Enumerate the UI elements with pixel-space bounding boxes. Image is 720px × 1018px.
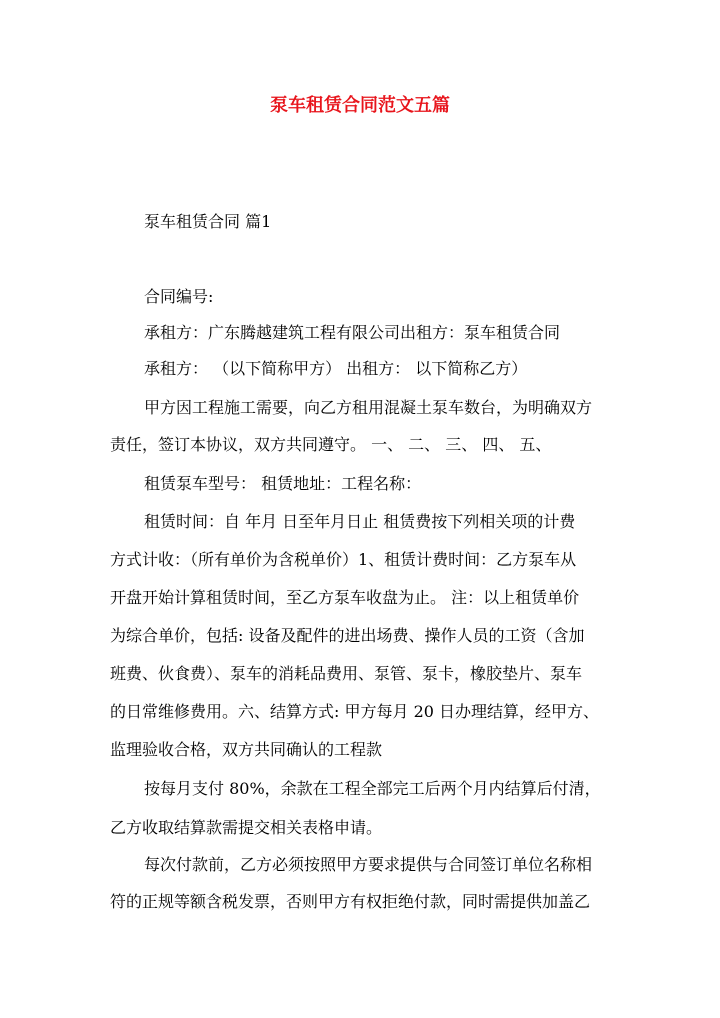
paragraph-line: 的日常维修费用。六、结算方式: 甲方每月 20 日办理结算，经甲方、: [110, 702, 600, 721]
paragraph-line: 承租方：广东腾越建筑工程有限公司出租方：泵车租赁合同: [144, 323, 561, 342]
paragraph-line: 乙方收取结算款需提交相关表格申请。: [110, 818, 383, 837]
paragraph-line: 甲方因工程施工需要，向乙方租用混凝土泵车数台，为明确双方: [144, 398, 593, 417]
paragraph-line: 为综合单价，包括: 设备及配件的进出场费、操作人员的工资（含加: [110, 626, 585, 645]
section-heading: 泵车租赁合同 篇1: [144, 212, 272, 231]
paragraph-line: 合同编号:: [144, 287, 214, 306]
paragraph-line: 责任，签订本协议，双方共同遵守。 一、 二、 三、 四、 五、: [110, 435, 552, 454]
paragraph-line: 承租方： （以下简称甲方） 出租方： 以下简称乙方）: [144, 359, 528, 378]
document-title: 泵车租赁合同范文五篇: [270, 95, 450, 116]
paragraph-line: 班费、伙食费）、泵车的消耗品费用、泵管、泵卡，橡胶垫片、泵车: [110, 664, 583, 683]
paragraph-line: 开盘开始计算租赁时间，至乙方泵车收盘为止。 注：以上租赁单价: [110, 588, 580, 607]
paragraph-line: 监理验收合格，双方共同确认的工程款: [110, 740, 383, 759]
paragraph-line: 方式计收：（所有单价为含税单价）1、租赁计费时间：乙方泵车从: [110, 550, 577, 569]
paragraph-line: 租赁泵车型号： 租赁地址：工程名称：: [144, 474, 422, 493]
paragraph-line: 符的正规等额含税发票，否则甲方有权拒绝付款，同时需提供加盖乙: [110, 892, 591, 911]
paragraph-line: 租赁时间：自 年月 日至年月日止 租赁费按下列相关项的计费: [144, 512, 576, 531]
paragraph-line: 每次付款前，乙方必须按照甲方要求提供与合同签订单位名称相: [144, 855, 593, 874]
paragraph-line: 按每月支付 80%，余款在工程全部完工后两个月内结算后付清，: [144, 779, 601, 798]
